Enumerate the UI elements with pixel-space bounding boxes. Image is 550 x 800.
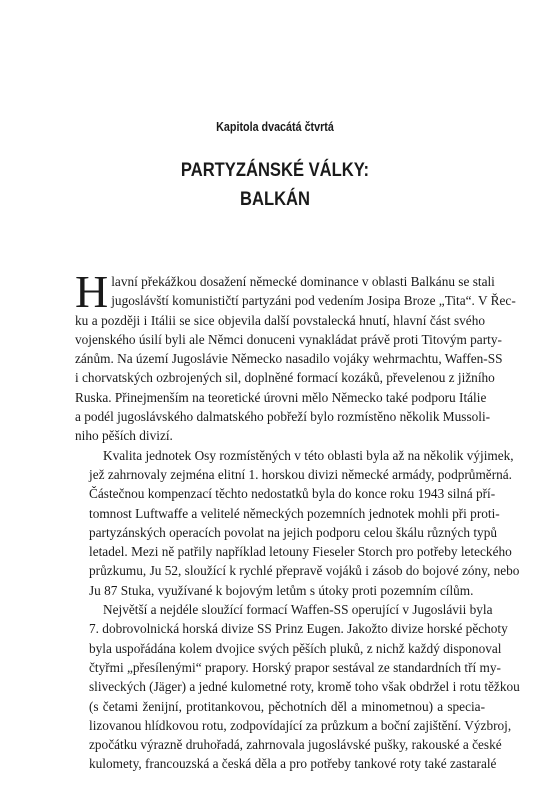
text-line: tomnost Luftwaffe a velitelé německých pozemních jednotek mohli při proti- [89, 505, 500, 521]
text-line: letadel. Mezi ně patřily například letouny Fieseler Storch pro potřeby leteckého [89, 544, 512, 560]
drop-cap: H [75, 266, 109, 317]
text-line: Částečnou kompenzací těchto nedostatků byla do konce roku 1943 silná pří- [89, 486, 496, 502]
text-line: byla uspořádána kolem dvojice svých pěších pluků, z nichž každý disponoval [89, 640, 502, 656]
text-line: Ruska. Přinejmenším na teoretické úrovni mělo Německo také podporu Itálie [75, 389, 487, 405]
chapter-title-line-2: BALKÁN [240, 188, 310, 210]
chapter-title-line-1: PARTYZÁNSKÉ VÁLKY: [180, 159, 370, 181]
text-line: sliveckých (Jäger) a jedné kulometné roty, kromě toho však obdržel i rotu těžkou [89, 679, 520, 695]
paragraph-3 [75, 600, 520, 774]
text-line: i chorvatských ozbrojených sil, doplněné formací kozáků, převelenou z jižního [75, 370, 495, 386]
text-line: partyzánských operacích povolat na jejich podporu celou škálu různých typů [89, 524, 498, 540]
text-line: niho pěších divizí. [75, 428, 173, 444]
chapter-title [41, 156, 509, 214]
text-line: vojenského úsilí byli ale Němci donuceni vynakládat právě proti Titovým party- [75, 331, 502, 347]
text-line: ku a později i Itálii se sice objevila další povstalecká hnutí, hlavní část svého [75, 312, 485, 328]
text-line: a podél jugoslávského dalmatského pobřeží bylo rozmístěno několik Mussoli- [75, 409, 491, 425]
text-line: zpočátku výrazně druhořadá, zahrnovala jugoslávské pušky, rakouské a české [89, 737, 502, 753]
paragraph-1 [75, 266, 516, 446]
text-line: čtyřmi „přesílenými“ prapory. Horský prapor sestával ze standardních tří my- [89, 659, 501, 675]
text-line: Největší a nejdéle sloužící formací Waffen-SS operující v Jugoslávii byla [103, 602, 493, 618]
text-line: 7. dobrovolnická horská divize SS Prinz Eugen. Jakožto divize horské pěchoty [89, 621, 508, 637]
text-line: lizovanou hlídkovou rotu, zodpovídající za průzkum a boční zajištění. Výzbroj, [89, 717, 512, 733]
text-line: (s četami ženijní, protitankovou, pěchotních děl a minometnou) a specia- [89, 698, 485, 714]
text-line: Ju 87 Stuka, využívané k bojovým letům s útoky proti pozemním cílům. [89, 582, 474, 598]
body-text [75, 266, 520, 774]
text-line: jež zahrnovaly zejména elitní 1. horskou divizi německé armády, podprůměrná. [89, 466, 513, 482]
chapter-label: Kapitola dvacátá čtvrtá [216, 120, 334, 134]
paragraph-2 [75, 446, 520, 600]
text-line: zánům. Na území Jugoslávie Německo nasadilo vojáky wehrmachtu, Waffen-SS [75, 351, 503, 367]
text-line: kulomety, francouzská a česká děla a pro potřeby tankové roty také zastaralé [89, 756, 497, 772]
text-line: lavní překážkou dosažení německé dominance v oblasti Balkánu se stali [111, 274, 495, 289]
text-line: jugoslávští komunističtí partyzáni pod vedením Josipa Broze „Tita“. V Řec- [111, 293, 516, 309]
text-line: Kvalita jednotek Osy rozmístěných v této oblasti byla až na několik výjimek, [103, 447, 514, 463]
text-line: průzkumu, Ju 52, sloužící k rychlé přepravě vojáků i zásob do bojové zóny, nebo [89, 563, 520, 579]
